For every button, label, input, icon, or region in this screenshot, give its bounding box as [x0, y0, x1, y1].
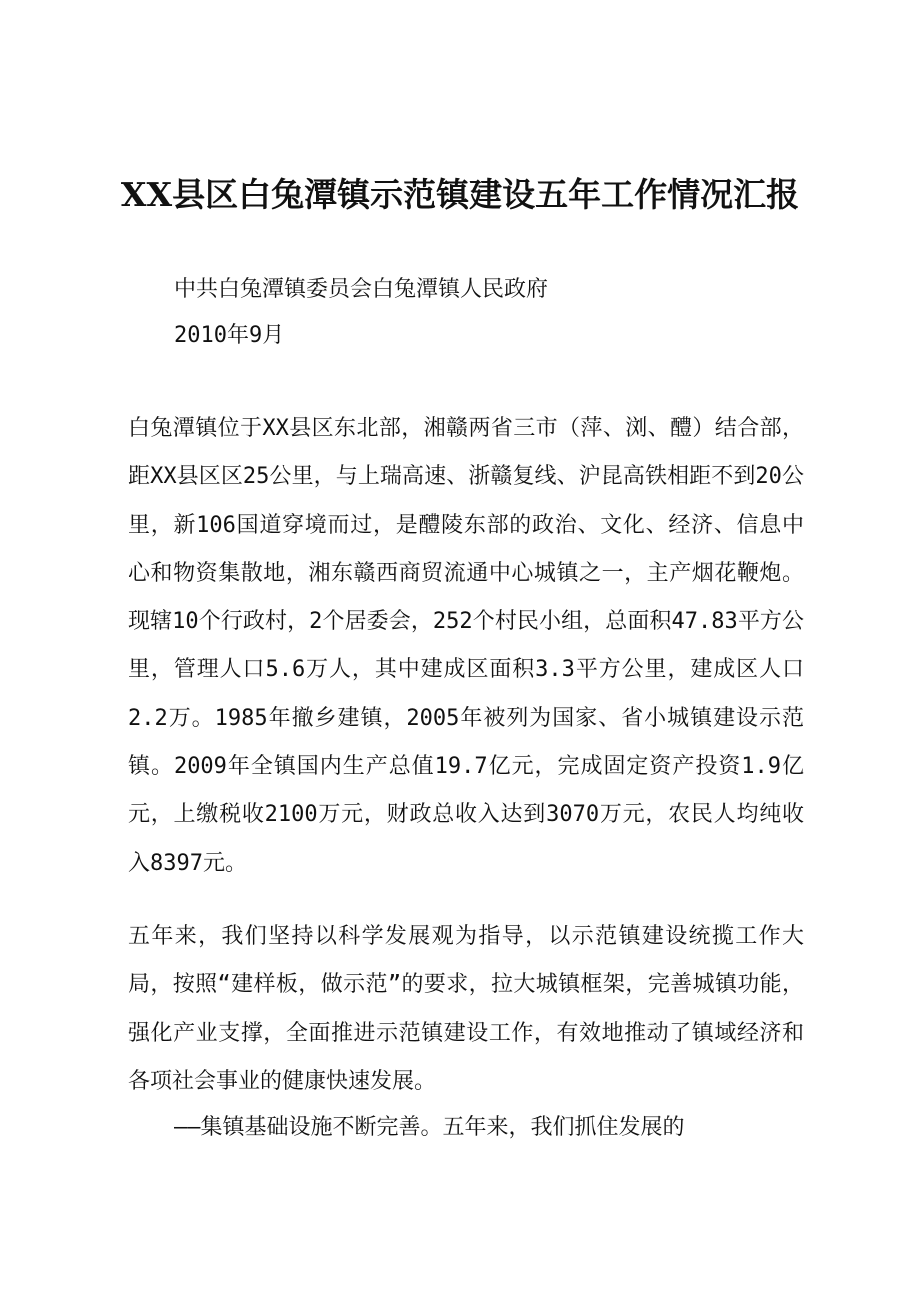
paragraph-section-start: ——集镇基础设施不断完善。五年来，我们抓住发展的 — [174, 1115, 685, 1140]
document-title: XX县区白兔潭镇示范镇建设五年工作情况汇报 — [120, 175, 800, 214]
paragraph-intro: 白兔潭镇位于XX县区东北部，湘赣两省三市（萍、浏、醴）结合部，距XX县区区25公里，与上瑞高速、浙赣复线、沪昆高铁相距不到20公里，新106国道穿境而过，是醴陵东部的政治、文化、经济、信息中心和物资集散地，湘东赣西商贸流通中心城镇之一，主产烟花鞭炮。现辖10个行政村，2个居委会，252个村民小组，总面积47.83平方公里，管理人口5.6万人，其中建成区面积3.3平方公里，建成区人口2.2万。1985年撤乡建镇，2005年被列为国家、省小城镇建设示范镇。2009年全镇国内生产总值19.7亿元，完成固定资产投资1.9亿元，上缴税收2100万元，财政总收入达到3070万元，农民人均纯收入8397元。 — [128, 416, 804, 876]
issuer-line: 中共白兔潭镇委员会白兔潭镇人民政府 — [174, 277, 549, 302]
paragraph-overview: 五年来，我们坚持以科学发展观为指导，以示范镇建设统揽工作大局，按照“建样板，做示范”的要求，拉大城镇框架，完善城镇功能，强化产业支撑，全面推进示范镇建设工作，有效地推动了镇域经济和各项社会事业的健康快速发展。 — [128, 924, 804, 1094]
date-line: 2010年9月 — [174, 323, 285, 348]
